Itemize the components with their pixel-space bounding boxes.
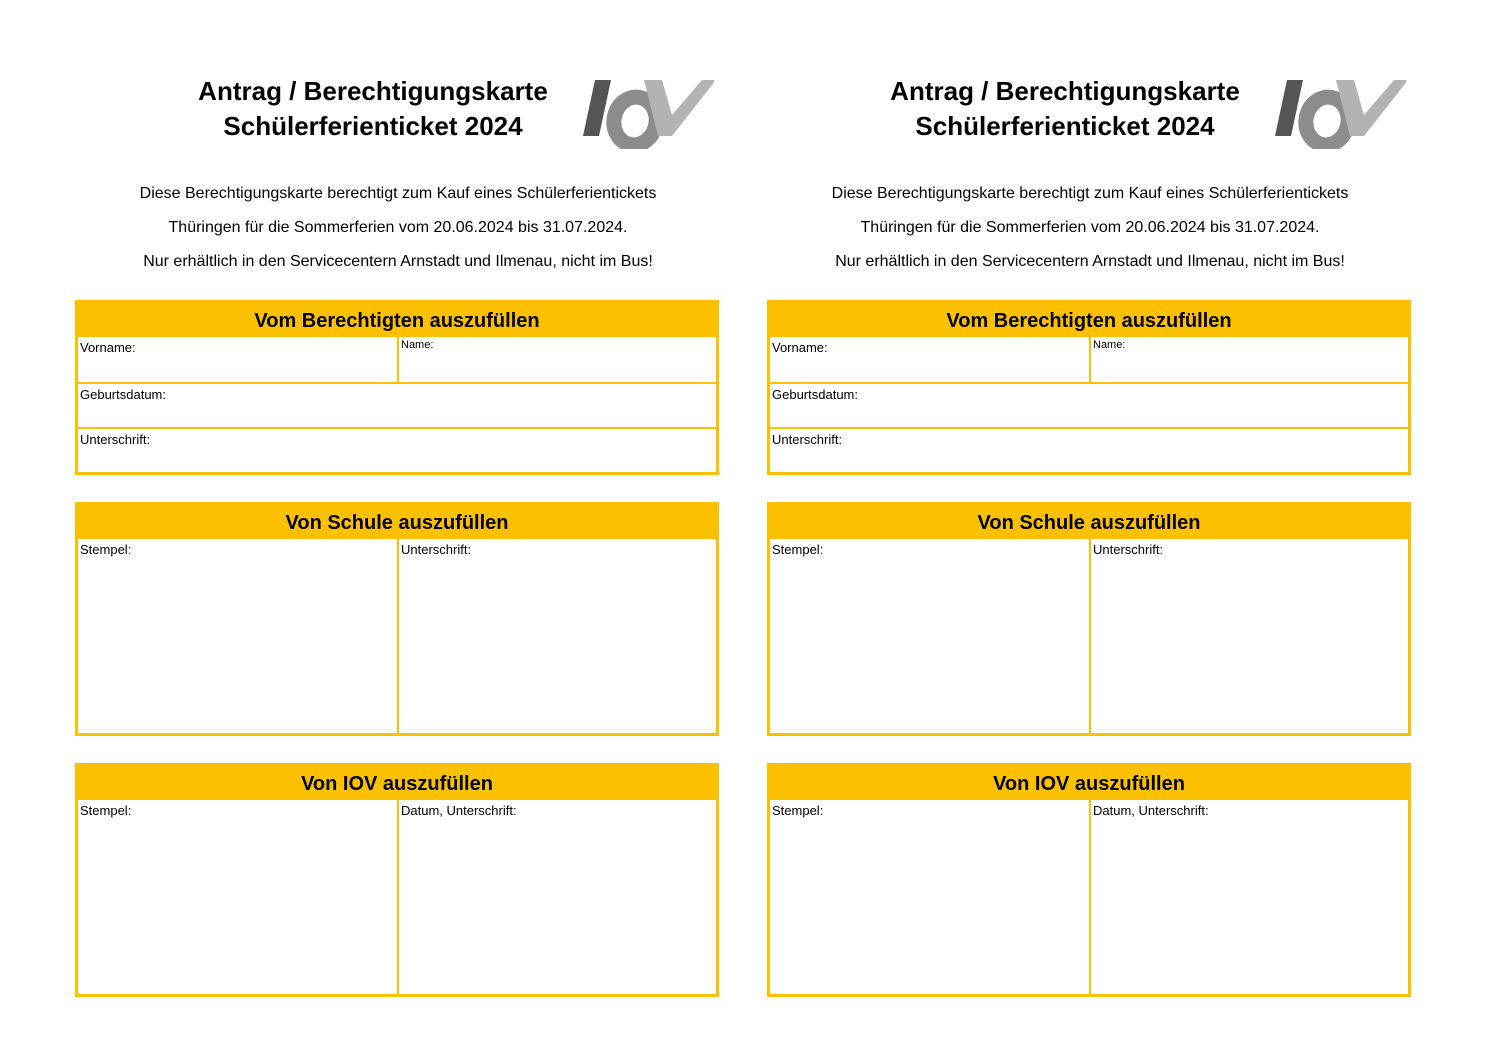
school-stamp-field[interactable]: [770, 539, 1089, 733]
intro-line-2: Thüringen für die Sommerferien vom 20.06.2024 bis 31.07.2024.: [860, 219, 1320, 236]
school-section: [75, 502, 719, 736]
school-section-heading: Von Schule auszufüllen: [770, 505, 1408, 539]
title-line-1: Antrag / Berechtigungskarte: [890, 76, 1240, 106]
school-row: [78, 539, 716, 733]
holder-signature-field[interactable]: [770, 429, 1408, 472]
iov-row: [770, 800, 1408, 994]
iov-date-signature-field[interactable]: [1089, 800, 1408, 994]
iov-date-signature-label: Datum, Unterschrift:: [401, 803, 517, 818]
holder-signature-label: Unterschrift:: [80, 432, 151, 447]
iov-section-heading: Von IOV auszufüllen: [78, 766, 716, 800]
title-line-2: Schülerferienticket 2024: [223, 111, 523, 141]
school-section-heading: Von Schule auszufüllen: [78, 505, 716, 539]
school-signature-field[interactable]: [397, 539, 716, 733]
school-section: [767, 502, 1411, 736]
ticket-card-left: [73, 0, 723, 1058]
iov-logo-icon: [1274, 77, 1406, 149]
holder-signature-field[interactable]: [78, 429, 716, 472]
school-signature-label: Unterschrift:: [1093, 542, 1164, 557]
holder-section-heading: Vom Berechtigten auszufüllen: [78, 303, 716, 337]
title-line-2: Schülerferienticket 2024: [915, 111, 1215, 141]
iov-section: [75, 763, 719, 997]
birthdate-row: [78, 382, 716, 427]
birthdate-field[interactable]: [78, 384, 716, 427]
intro-line-1: Diese Berechtigungskarte berechtigt zum Kauf eines Schülerferientickets: [139, 185, 657, 202]
iov-stamp-label: Stempel:: [772, 803, 824, 818]
iov-date-signature-label: Datum, Unterschrift:: [1093, 803, 1209, 818]
school-signature-field[interactable]: [1089, 539, 1408, 733]
school-signature-label: Unterschrift:: [401, 542, 472, 557]
iov-stamp-field[interactable]: [770, 800, 1089, 994]
iov-section: [767, 763, 1411, 997]
school-stamp-label: Stempel:: [772, 542, 824, 557]
birthdate-field[interactable]: [770, 384, 1408, 427]
holder-section-heading: Vom Berechtigten auszufüllen: [770, 303, 1408, 337]
first-name-field[interactable]: [78, 337, 397, 382]
intro-line-3: Nur erhältlich in den Servicecentern Arnstadt und Ilmenau, nicht im Bus!: [143, 253, 653, 270]
school-stamp-label: Stempel:: [80, 542, 132, 557]
name-row: [78, 337, 716, 382]
iov-row: [78, 800, 716, 994]
first-name-label: Vorname:: [80, 340, 136, 355]
last-name-label: Name:: [1093, 339, 1126, 351]
holder-section: [767, 300, 1411, 475]
last-name-field[interactable]: [397, 337, 716, 382]
iov-stamp-label: Stempel:: [80, 803, 132, 818]
school-stamp-field[interactable]: [78, 539, 397, 733]
iov-stamp-field[interactable]: [78, 800, 397, 994]
intro-line-3: Nur erhältlich in den Servicecentern Arnstadt und Ilmenau, nicht im Bus!: [835, 253, 1345, 270]
name-row: [770, 337, 1408, 382]
holder-section: [75, 300, 719, 475]
last-name-label: Name:: [401, 339, 434, 351]
intro-text: [765, 180, 1415, 282]
iov-section-heading: Von IOV auszufüllen: [770, 766, 1408, 800]
first-name-label: Vorname:: [772, 340, 828, 355]
iov-logo-icon: [582, 77, 714, 149]
holder-signature-label: Unterschrift:: [772, 432, 843, 447]
birthdate-label: Geburtsdatum:: [772, 387, 858, 402]
birthdate-row: [770, 382, 1408, 427]
holder-signature-row: [78, 427, 716, 472]
holder-signature-row: [770, 427, 1408, 472]
first-name-field[interactable]: [770, 337, 1089, 382]
iov-date-signature-field[interactable]: [397, 800, 716, 994]
school-row: [770, 539, 1408, 733]
intro-line-1: Diese Berechtigungskarte berechtigt zum Kauf eines Schülerferientickets: [831, 185, 1349, 202]
ticket-card-right: [765, 0, 1415, 1058]
intro-line-2: Thüringen für die Sommerferien vom 20.06.2024 bis 31.07.2024.: [168, 219, 628, 236]
title-line-1: Antrag / Berechtigungskarte: [198, 76, 548, 106]
birthdate-label: Geburtsdatum:: [80, 387, 166, 402]
last-name-field[interactable]: [1089, 337, 1408, 382]
intro-text: [73, 180, 723, 282]
